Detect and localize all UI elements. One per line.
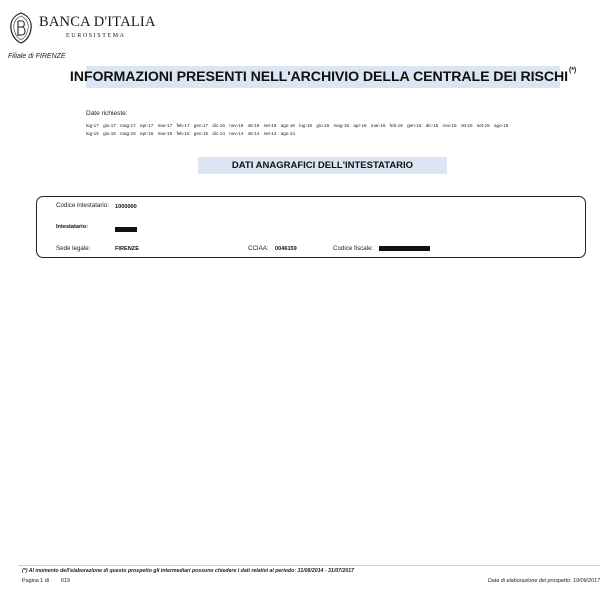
document-title: [70, 69, 576, 85]
bank-logo: [8, 12, 156, 48]
date-item: ott-16: [247, 123, 260, 128]
date-item: apr-15: [140, 131, 154, 136]
date-item: lug-15: [86, 131, 99, 136]
document-title-text: INFORMAZIONI PRESENTI NELL'ARCHIVIO DELLA CENTRALE DEI RISCHI: [69, 69, 568, 85]
holder-name-redacted: [115, 227, 137, 232]
date-item: lug-16: [299, 123, 313, 128]
date-item: ago-15: [493, 123, 509, 128]
document-title-banner: [69, 66, 577, 88]
date-item: mar-16: [370, 123, 386, 128]
bank-name: BANCA D'ITALIA: [39, 14, 156, 30]
tax-code-label: Codice fiscale:: [333, 245, 374, 252]
requested-dates-row-2: [86, 131, 299, 136]
cciaa-value: 0046159: [275, 246, 297, 252]
date-item: apr-17: [140, 123, 154, 128]
footnote: (*) Al momento dell'elaborazione di questo prospetto gli intermediari possono chiedere i dati relativi al periodo: 31/08/2014 - 31/07/2017: [22, 568, 354, 574]
date-item: apr-16: [353, 123, 367, 128]
requested-dates-label: Date richieste:: [86, 110, 128, 117]
page-total: 619: [60, 578, 70, 584]
tax-code-redacted: [379, 246, 430, 251]
requested-dates-row-1: [86, 123, 513, 128]
date-item: mag-15: [120, 131, 136, 136]
branch-name: Filiale di FIRENZE: [8, 53, 66, 60]
date-item: feb-17: [176, 123, 190, 128]
bank-subtitle: EUROSISTEMA: [66, 33, 126, 39]
date-item: ago-14: [280, 131, 295, 136]
seat-value: FIRENZE: [115, 246, 139, 252]
date-item: dic-15: [425, 123, 439, 128]
date-item: ott-14: [247, 131, 260, 136]
holder-code-value: 1000000: [115, 204, 137, 210]
date-item: mar-15: [157, 131, 173, 136]
footer-divider: [18, 565, 600, 566]
date-item: dic-14: [212, 131, 225, 136]
date-item: feb-16: [389, 123, 403, 128]
date-item: giu-17: [103, 123, 116, 128]
holder-name-label: Intestatario:: [56, 224, 89, 230]
date-item: giu-15: [103, 131, 116, 136]
date-item: dic-16: [212, 123, 225, 128]
date-item: gen-16: [407, 123, 422, 128]
date-item: giu-16: [316, 123, 330, 128]
holder-code-label: Codice intestatario:: [56, 202, 109, 209]
date-item: nov-15: [442, 123, 457, 128]
date-item: set-14: [263, 131, 277, 136]
date-item: feb-15: [176, 131, 190, 136]
page-label: Pagina 1 di: [22, 578, 49, 584]
bank-emblem-icon: [8, 12, 34, 44]
date-item: gen-15: [193, 131, 209, 136]
date-item: set-16: [263, 123, 277, 128]
seat-label: Sede legale:: [56, 245, 91, 252]
page-number: [22, 578, 70, 584]
date-item: nov-14: [229, 131, 244, 136]
date-item: ott-15: [460, 123, 473, 128]
date-item: set-15: [476, 123, 490, 128]
date-item: lug-17: [86, 123, 99, 128]
date-item: ago-16: [280, 123, 295, 128]
elaboration-date: Data di elaborazione del prospetto: 19/09/2017: [487, 578, 600, 584]
date-item: nov-16: [229, 123, 244, 128]
date-item: gen-17: [193, 123, 209, 128]
cciaa-label: CCIAA:: [248, 245, 269, 252]
date-item: mag-16: [333, 123, 350, 128]
section-title: DATI ANAGRAFICI DELL'INTESTATARIO: [231, 160, 414, 171]
section-title-banner: [198, 157, 447, 174]
date-item: mar-17: [157, 123, 173, 128]
date-item: mag-17: [120, 123, 136, 128]
footnote-mark: (*): [568, 67, 577, 74]
